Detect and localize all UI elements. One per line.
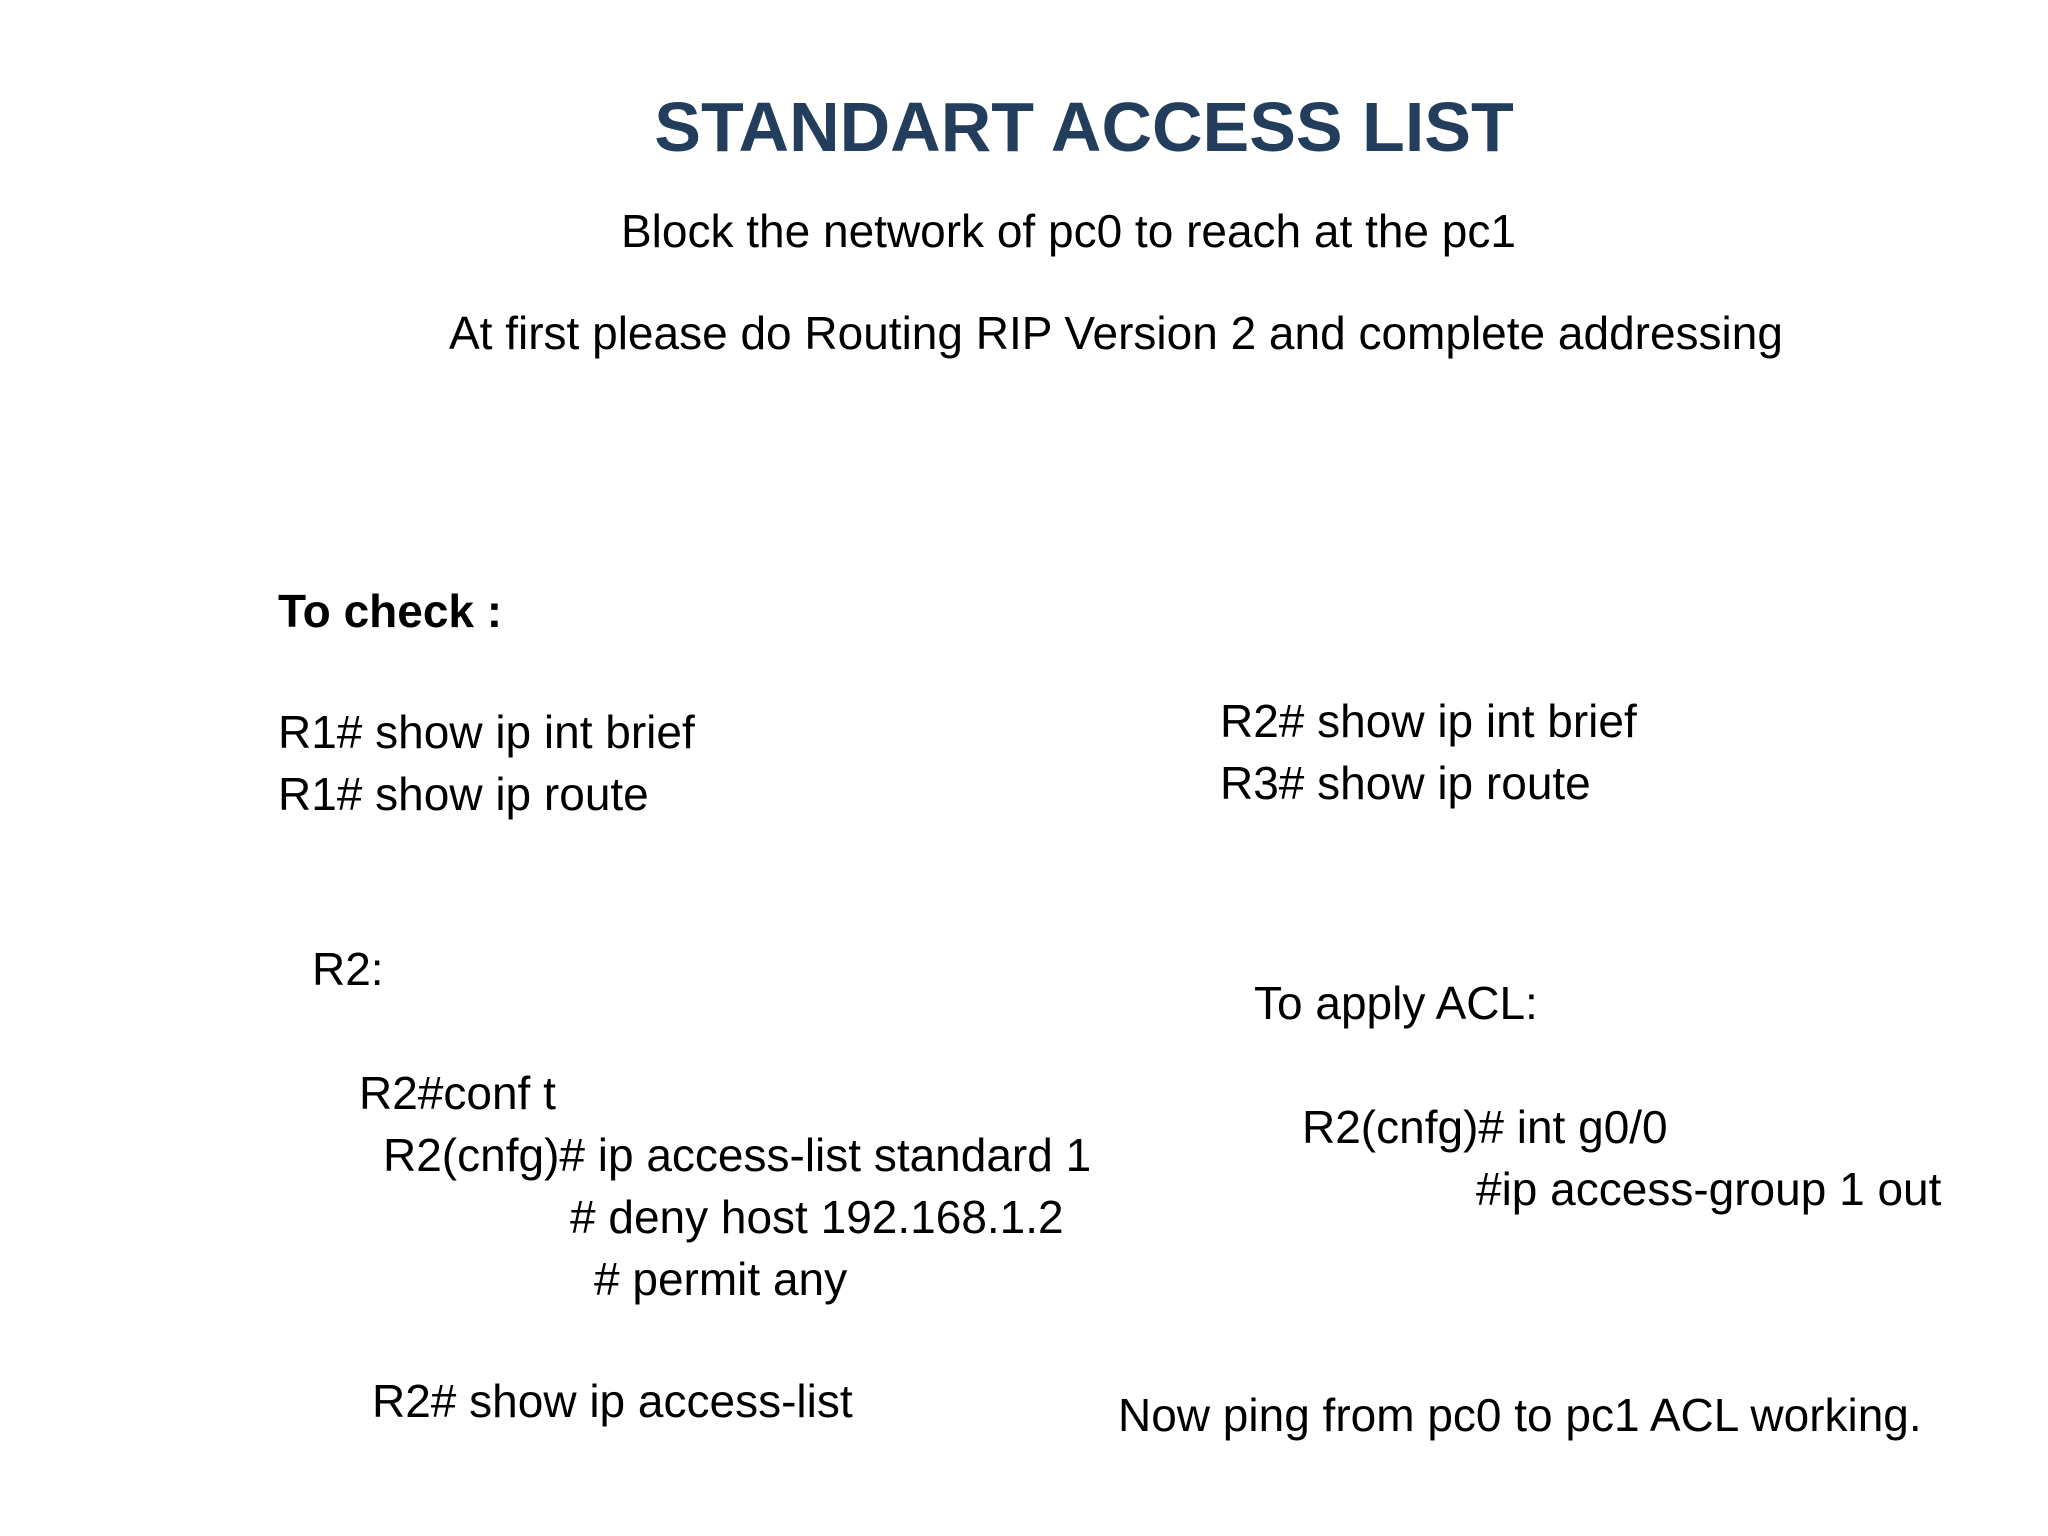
check-left-command-1: R1# show ip int brief bbox=[278, 706, 695, 758]
r2-config-heading: R2: bbox=[312, 943, 384, 995]
slide-instruction: At first please do Routing RIP Version 2 and complete addressing bbox=[449, 307, 1783, 359]
r2-config-line-4: # permit any bbox=[594, 1253, 848, 1305]
conclusion-text: Now ping from pc0 to pc1 ACL working. bbox=[1118, 1389, 1922, 1441]
slide-subtitle: Block the network of pc0 to reach at the pc1 bbox=[621, 205, 1516, 257]
r2-show-access-list: R2# show ip access-list bbox=[372, 1375, 853, 1427]
apply-acl-line-2: #ip access-group 1 out bbox=[1476, 1163, 1942, 1215]
check-heading: To check : bbox=[278, 585, 503, 637]
slide-title: STANDART ACCESS LIST bbox=[654, 88, 1514, 166]
apply-acl-line-1: R2(cnfg)# int g0/0 bbox=[1302, 1101, 1668, 1153]
check-right-command-1: R2# show ip int brief bbox=[1220, 695, 1637, 747]
r2-config-line-2: R2(cnfg)# ip access-list standard 1 bbox=[383, 1129, 1092, 1181]
check-right-command-2: R3# show ip route bbox=[1220, 757, 1591, 809]
apply-acl-heading: To apply ACL: bbox=[1254, 977, 1538, 1029]
r2-config-line-1: R2#conf t bbox=[359, 1067, 556, 1119]
check-left-command-2: R1# show ip route bbox=[278, 768, 649, 820]
r2-config-line-3: # deny host 192.168.1.2 bbox=[570, 1191, 1064, 1243]
